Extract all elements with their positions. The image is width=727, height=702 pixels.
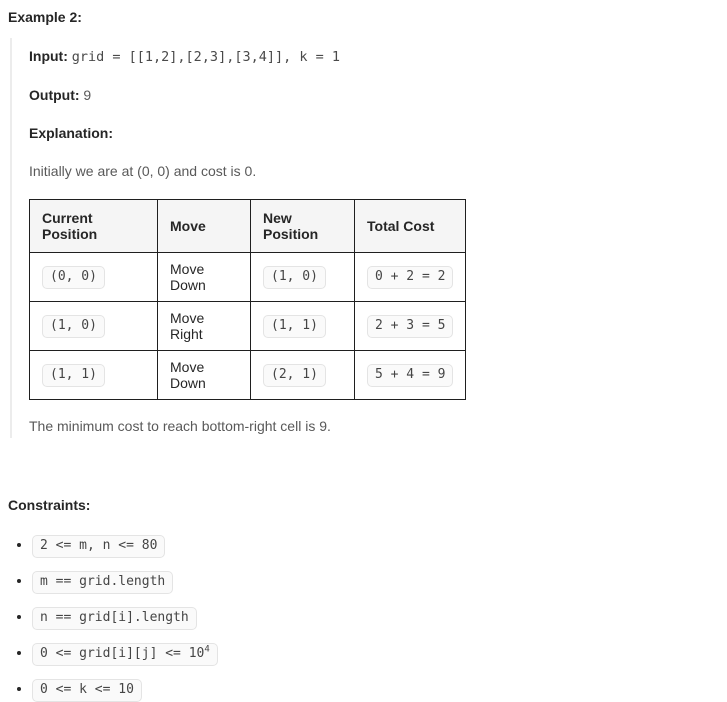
header-move: Move bbox=[158, 200, 251, 253]
cell-total-cost bbox=[355, 253, 466, 302]
constraints-title: Constraints: bbox=[8, 497, 91, 513]
cost-chip: 5 + 4 = 9 bbox=[367, 364, 453, 387]
cell-new-position bbox=[251, 253, 355, 302]
cell-move: Move Down bbox=[158, 253, 251, 302]
constraint-text: n == grid[i].length bbox=[40, 610, 189, 625]
constraint-text: 0 <= k <= 10 bbox=[40, 682, 134, 697]
cell-move: Move Right bbox=[158, 302, 251, 351]
constraint-text: m == grid.length bbox=[40, 574, 166, 589]
header-new-position: New Position bbox=[251, 200, 355, 253]
input-line bbox=[29, 46, 719, 67]
position-chip: (2, 1) bbox=[263, 364, 326, 387]
cost-chip: 0 + 2 = 2 bbox=[367, 266, 453, 289]
explanation-label: Explanation: bbox=[29, 125, 114, 141]
cost-chip: 2 + 3 = 5 bbox=[367, 315, 453, 338]
example-title: Example 2: bbox=[8, 9, 82, 25]
constraint-item bbox=[32, 534, 719, 558]
cell-new-position bbox=[251, 351, 355, 400]
constraint-item bbox=[32, 606, 719, 630]
output-label: Output: bbox=[29, 87, 80, 103]
position-chip: (1, 0) bbox=[42, 315, 105, 338]
constraint-text: 0 <= grid[i][j] <= 10 bbox=[40, 646, 205, 661]
output-line bbox=[29, 85, 719, 105]
table-body bbox=[30, 253, 466, 400]
position-chip: (1, 1) bbox=[263, 315, 326, 338]
input-label: Input: bbox=[29, 48, 68, 64]
header-current-position: Current Position bbox=[30, 200, 158, 253]
constraints-section bbox=[8, 496, 719, 702]
constraint-code bbox=[32, 607, 197, 630]
example-block bbox=[10, 38, 719, 438]
position-chip: (1, 0) bbox=[263, 266, 326, 289]
cell-current-position bbox=[30, 302, 158, 351]
cell-current-position bbox=[30, 351, 158, 400]
constraint-code bbox=[32, 679, 142, 702]
cell-total-cost bbox=[355, 302, 466, 351]
position-chip: (1, 1) bbox=[42, 364, 105, 387]
constraints-list bbox=[8, 534, 719, 702]
intro-text: Initially we are at (0, 0) and cost is 0. bbox=[29, 163, 257, 179]
table-row bbox=[30, 302, 466, 351]
constraint-code bbox=[32, 643, 218, 666]
constraint-code bbox=[32, 535, 165, 558]
constraint-text: 2 <= m, n <= 80 bbox=[40, 538, 158, 553]
cell-new-position bbox=[251, 302, 355, 351]
output-value: 9 bbox=[83, 87, 92, 103]
table-row bbox=[30, 351, 466, 400]
table-head bbox=[30, 200, 466, 253]
cell-total-cost bbox=[355, 351, 466, 400]
constraint-code bbox=[32, 571, 173, 594]
cell-move: Move Down bbox=[158, 351, 251, 400]
explanation-line bbox=[29, 123, 719, 143]
table-header-row bbox=[30, 200, 466, 253]
example-steps-table bbox=[29, 199, 466, 400]
constraint-superscript: 4 bbox=[204, 644, 210, 655]
constraint-item bbox=[32, 642, 719, 666]
constraint-item bbox=[32, 570, 719, 594]
input-value: grid = [[1,2],[2,3],[3,4]], k = 1 bbox=[71, 49, 340, 65]
header-total-cost: Total Cost bbox=[355, 200, 466, 253]
constraint-item bbox=[32, 678, 719, 702]
cell-current-position bbox=[30, 253, 158, 302]
position-chip: (0, 0) bbox=[42, 266, 105, 289]
conclusion-text: The minimum cost to reach bottom-right cell is 9. bbox=[29, 418, 331, 434]
table-row bbox=[30, 253, 466, 302]
